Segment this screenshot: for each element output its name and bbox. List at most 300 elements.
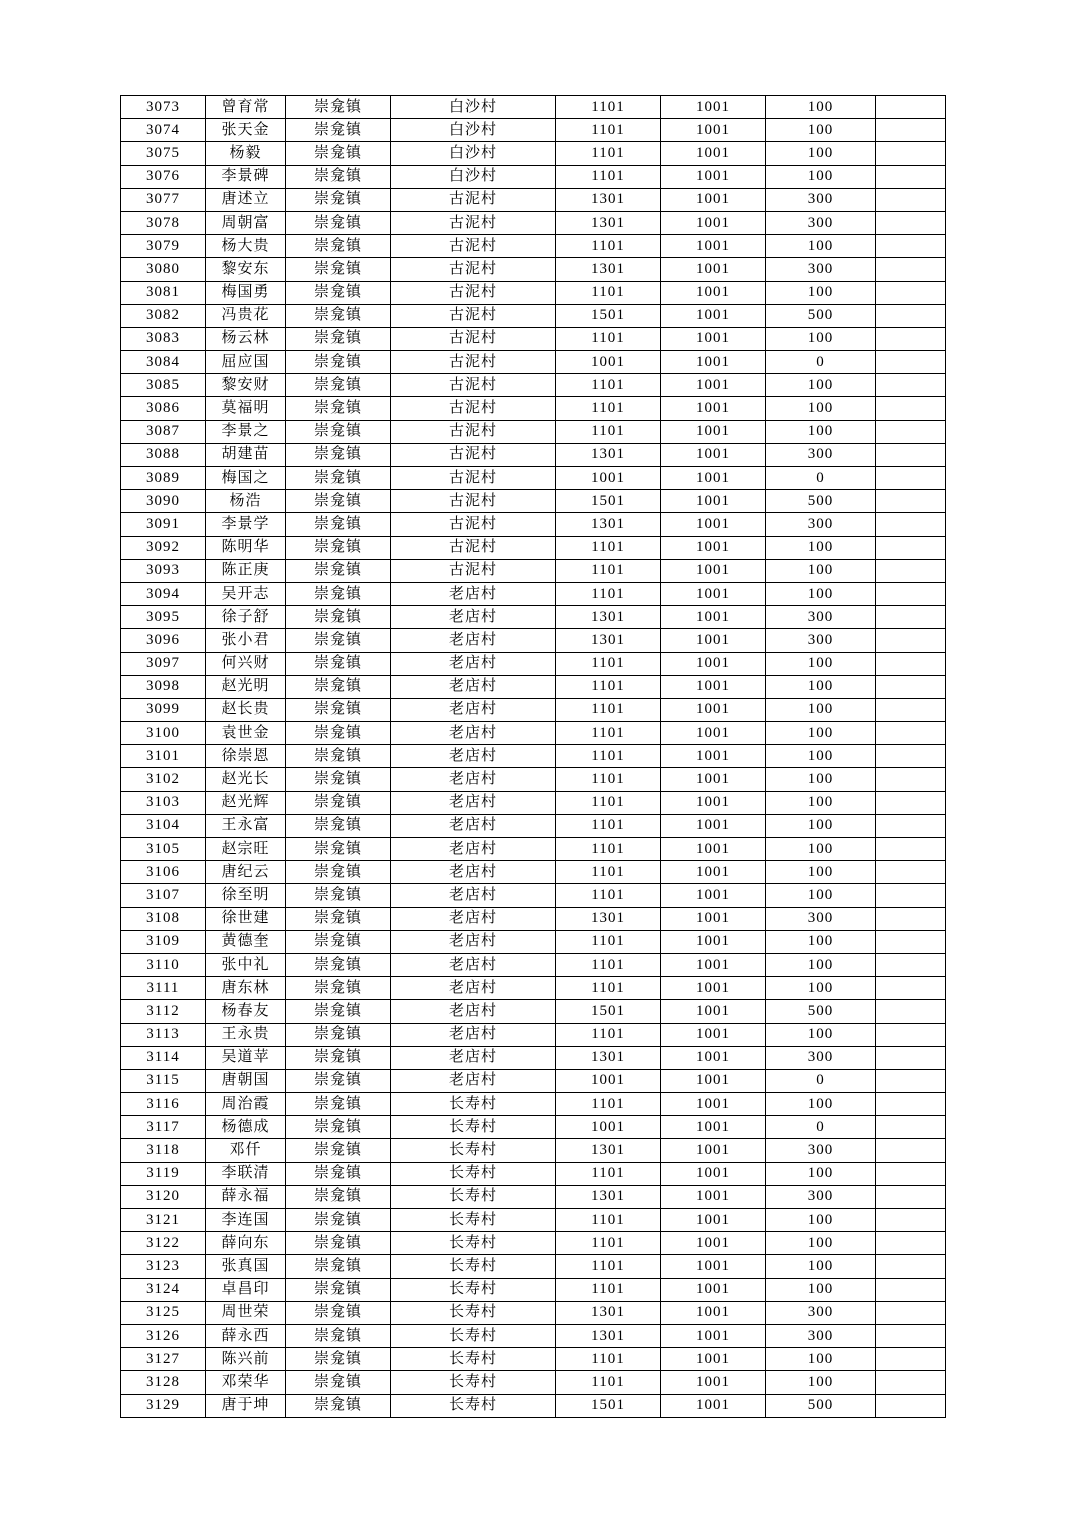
cell-code2: 1001 bbox=[661, 629, 766, 652]
cell-name: 王永贵 bbox=[206, 1023, 286, 1046]
cell-amount: 100 bbox=[766, 1255, 876, 1278]
cell-blank bbox=[876, 1069, 946, 1092]
cell-id: 3111 bbox=[121, 977, 206, 1000]
cell-town: 崇龛镇 bbox=[286, 559, 391, 582]
cell-village: 长寿村 bbox=[391, 1348, 556, 1371]
table-row bbox=[121, 559, 946, 582]
cell-town: 崇龛镇 bbox=[286, 675, 391, 698]
cell-town: 崇龛镇 bbox=[286, 327, 391, 350]
cell-amount: 300 bbox=[766, 211, 876, 234]
cell-id: 3102 bbox=[121, 768, 206, 791]
cell-amount: 500 bbox=[766, 304, 876, 327]
cell-id: 3129 bbox=[121, 1394, 206, 1417]
cell-name: 李联清 bbox=[206, 1162, 286, 1185]
table-row bbox=[121, 1278, 946, 1301]
cell-amount: 100 bbox=[766, 884, 876, 907]
cell-blank bbox=[876, 1301, 946, 1324]
table-row bbox=[121, 907, 946, 930]
table-row bbox=[121, 351, 946, 374]
cell-id: 3103 bbox=[121, 791, 206, 814]
cell-village: 长寿村 bbox=[391, 1139, 556, 1162]
table-row bbox=[121, 675, 946, 698]
table-row bbox=[121, 745, 946, 768]
cell-town: 崇龛镇 bbox=[286, 235, 391, 258]
cell-code2: 1001 bbox=[661, 1139, 766, 1162]
cell-blank bbox=[876, 1348, 946, 1371]
cell-name: 唐于坤 bbox=[206, 1394, 286, 1417]
cell-town: 崇龛镇 bbox=[286, 652, 391, 675]
cell-town: 崇龛镇 bbox=[286, 536, 391, 559]
cell-code2: 1001 bbox=[661, 861, 766, 884]
cell-blank bbox=[876, 235, 946, 258]
cell-name: 张小君 bbox=[206, 629, 286, 652]
table-row bbox=[121, 722, 946, 745]
table-row bbox=[121, 861, 946, 884]
cell-code2: 1001 bbox=[661, 1023, 766, 1046]
cell-name: 赵长贵 bbox=[206, 698, 286, 721]
cell-village: 老店村 bbox=[391, 698, 556, 721]
cell-name: 胡建苗 bbox=[206, 443, 286, 466]
cell-code2: 1001 bbox=[661, 490, 766, 513]
cell-id: 3093 bbox=[121, 559, 206, 582]
cell-amount: 300 bbox=[766, 606, 876, 629]
cell-id: 3077 bbox=[121, 188, 206, 211]
table-row bbox=[121, 467, 946, 490]
cell-code2: 1001 bbox=[661, 188, 766, 211]
cell-town: 崇龛镇 bbox=[286, 1069, 391, 1092]
cell-id: 3119 bbox=[121, 1162, 206, 1185]
records-tbody bbox=[121, 96, 946, 1418]
cell-village: 长寿村 bbox=[391, 1232, 556, 1255]
cell-code1: 1001 bbox=[556, 1116, 661, 1139]
table-row bbox=[121, 119, 946, 142]
cell-village: 白沙村 bbox=[391, 96, 556, 119]
cell-code1: 1101 bbox=[556, 1255, 661, 1278]
cell-blank bbox=[876, 258, 946, 281]
cell-name: 徐世建 bbox=[206, 907, 286, 930]
cell-village: 长寿村 bbox=[391, 1162, 556, 1185]
cell-name: 王永富 bbox=[206, 814, 286, 837]
cell-amount: 100 bbox=[766, 838, 876, 861]
cell-code1: 1101 bbox=[556, 768, 661, 791]
cell-village: 长寿村 bbox=[391, 1209, 556, 1232]
cell-blank bbox=[876, 582, 946, 605]
cell-id: 3085 bbox=[121, 374, 206, 397]
cell-blank bbox=[876, 1046, 946, 1069]
cell-village: 古泥村 bbox=[391, 351, 556, 374]
cell-blank bbox=[876, 745, 946, 768]
cell-village: 古泥村 bbox=[391, 304, 556, 327]
cell-town: 崇龛镇 bbox=[286, 490, 391, 513]
cell-code2: 1001 bbox=[661, 930, 766, 953]
cell-id: 3125 bbox=[121, 1301, 206, 1324]
cell-code2: 1001 bbox=[661, 397, 766, 420]
cell-name: 黎安财 bbox=[206, 374, 286, 397]
cell-code1: 1101 bbox=[556, 652, 661, 675]
cell-amount: 500 bbox=[766, 1000, 876, 1023]
cell-blank bbox=[876, 397, 946, 420]
cell-code1: 1301 bbox=[556, 1301, 661, 1324]
cell-name: 梅国勇 bbox=[206, 281, 286, 304]
cell-amount: 100 bbox=[766, 675, 876, 698]
cell-code2: 1001 bbox=[661, 977, 766, 1000]
cell-amount: 100 bbox=[766, 1093, 876, 1116]
cell-code1: 1101 bbox=[556, 884, 661, 907]
cell-village: 老店村 bbox=[391, 745, 556, 768]
cell-amount: 100 bbox=[766, 698, 876, 721]
cell-name: 唐纪云 bbox=[206, 861, 286, 884]
cell-name: 薛向东 bbox=[206, 1232, 286, 1255]
cell-village: 白沙村 bbox=[391, 142, 556, 165]
cell-code2: 1001 bbox=[661, 722, 766, 745]
cell-amount: 0 bbox=[766, 467, 876, 490]
cell-amount: 300 bbox=[766, 443, 876, 466]
cell-id: 3098 bbox=[121, 675, 206, 698]
cell-id: 3097 bbox=[121, 652, 206, 675]
cell-amount: 100 bbox=[766, 1278, 876, 1301]
cell-id: 3117 bbox=[121, 1116, 206, 1139]
cell-code1: 1101 bbox=[556, 582, 661, 605]
cell-code2: 1001 bbox=[661, 211, 766, 234]
cell-village: 老店村 bbox=[391, 606, 556, 629]
cell-code2: 1001 bbox=[661, 1371, 766, 1394]
cell-id: 3075 bbox=[121, 142, 206, 165]
cell-id: 3101 bbox=[121, 745, 206, 768]
cell-code2: 1001 bbox=[661, 953, 766, 976]
cell-village: 长寿村 bbox=[391, 1394, 556, 1417]
table-row bbox=[121, 96, 946, 119]
table-row bbox=[121, 930, 946, 953]
cell-town: 崇龛镇 bbox=[286, 1000, 391, 1023]
cell-code2: 1001 bbox=[661, 142, 766, 165]
cell-village: 古泥村 bbox=[391, 327, 556, 350]
cell-village: 老店村 bbox=[391, 722, 556, 745]
cell-village: 老店村 bbox=[391, 768, 556, 791]
cell-amount: 100 bbox=[766, 165, 876, 188]
cell-code2: 1001 bbox=[661, 165, 766, 188]
cell-code2: 1001 bbox=[661, 304, 766, 327]
cell-village: 老店村 bbox=[391, 652, 556, 675]
cell-town: 崇龛镇 bbox=[286, 1301, 391, 1324]
table-row bbox=[121, 1255, 946, 1278]
cell-town: 崇龛镇 bbox=[286, 698, 391, 721]
cell-blank bbox=[876, 791, 946, 814]
cell-code1: 1301 bbox=[556, 443, 661, 466]
table-row bbox=[121, 768, 946, 791]
cell-code1: 1101 bbox=[556, 142, 661, 165]
cell-amount: 100 bbox=[766, 652, 876, 675]
table-row bbox=[121, 397, 946, 420]
cell-amount: 100 bbox=[766, 791, 876, 814]
cell-code2: 1001 bbox=[661, 1069, 766, 1092]
cell-id: 3073 bbox=[121, 96, 206, 119]
cell-village: 长寿村 bbox=[391, 1185, 556, 1208]
cell-village: 老店村 bbox=[391, 907, 556, 930]
records-table bbox=[120, 95, 946, 1418]
table-row bbox=[121, 211, 946, 234]
cell-name: 梅国之 bbox=[206, 467, 286, 490]
cell-id: 3082 bbox=[121, 304, 206, 327]
cell-id: 3086 bbox=[121, 397, 206, 420]
cell-code1: 1101 bbox=[556, 675, 661, 698]
cell-code2: 1001 bbox=[661, 698, 766, 721]
table-row bbox=[121, 258, 946, 281]
cell-id: 3076 bbox=[121, 165, 206, 188]
cell-amount: 300 bbox=[766, 1185, 876, 1208]
cell-code1: 1101 bbox=[556, 281, 661, 304]
cell-code1: 1101 bbox=[556, 327, 661, 350]
cell-amount: 300 bbox=[766, 513, 876, 536]
cell-code2: 1001 bbox=[661, 235, 766, 258]
table-row bbox=[121, 606, 946, 629]
cell-code1: 1101 bbox=[556, 838, 661, 861]
cell-code1: 1101 bbox=[556, 559, 661, 582]
cell-blank bbox=[876, 536, 946, 559]
cell-id: 3080 bbox=[121, 258, 206, 281]
cell-code2: 1001 bbox=[661, 258, 766, 281]
cell-id: 3123 bbox=[121, 1255, 206, 1278]
cell-code1: 1101 bbox=[556, 1232, 661, 1255]
cell-village: 古泥村 bbox=[391, 536, 556, 559]
cell-code2: 1001 bbox=[661, 559, 766, 582]
cell-code2: 1001 bbox=[661, 884, 766, 907]
cell-town: 崇龛镇 bbox=[286, 838, 391, 861]
cell-blank bbox=[876, 1232, 946, 1255]
cell-town: 崇龛镇 bbox=[286, 96, 391, 119]
cell-code1: 1301 bbox=[556, 258, 661, 281]
cell-id: 3110 bbox=[121, 953, 206, 976]
cell-id: 3083 bbox=[121, 327, 206, 350]
table-row bbox=[121, 791, 946, 814]
cell-blank bbox=[876, 420, 946, 443]
table-row bbox=[121, 1046, 946, 1069]
cell-village: 古泥村 bbox=[391, 397, 556, 420]
cell-name: 陈兴前 bbox=[206, 1348, 286, 1371]
cell-village: 古泥村 bbox=[391, 258, 556, 281]
cell-id: 3078 bbox=[121, 211, 206, 234]
cell-amount: 100 bbox=[766, 96, 876, 119]
cell-code1: 1101 bbox=[556, 698, 661, 721]
cell-code2: 1001 bbox=[661, 1232, 766, 1255]
cell-code1: 1101 bbox=[556, 861, 661, 884]
cell-amount: 0 bbox=[766, 351, 876, 374]
cell-name: 李连国 bbox=[206, 1209, 286, 1232]
cell-blank bbox=[876, 119, 946, 142]
cell-amount: 300 bbox=[766, 1301, 876, 1324]
cell-town: 崇龛镇 bbox=[286, 1278, 391, 1301]
cell-code1: 1301 bbox=[556, 1046, 661, 1069]
cell-amount: 100 bbox=[766, 281, 876, 304]
cell-code1: 1301 bbox=[556, 1324, 661, 1347]
cell-id: 3115 bbox=[121, 1069, 206, 1092]
cell-village: 古泥村 bbox=[391, 490, 556, 513]
cell-village: 老店村 bbox=[391, 953, 556, 976]
cell-code2: 1001 bbox=[661, 745, 766, 768]
cell-id: 3095 bbox=[121, 606, 206, 629]
table-row bbox=[121, 142, 946, 165]
cell-name: 莫福明 bbox=[206, 397, 286, 420]
cell-village: 长寿村 bbox=[391, 1371, 556, 1394]
cell-code2: 1001 bbox=[661, 814, 766, 837]
cell-id: 3118 bbox=[121, 1139, 206, 1162]
cell-code1: 1001 bbox=[556, 467, 661, 490]
cell-code2: 1001 bbox=[661, 1348, 766, 1371]
cell-code2: 1001 bbox=[661, 119, 766, 142]
cell-code1: 1501 bbox=[556, 304, 661, 327]
table-row bbox=[121, 652, 946, 675]
cell-code1: 1101 bbox=[556, 1093, 661, 1116]
cell-blank bbox=[876, 1023, 946, 1046]
cell-code1: 1101 bbox=[556, 1023, 661, 1046]
cell-id: 3114 bbox=[121, 1046, 206, 1069]
cell-town: 崇龛镇 bbox=[286, 814, 391, 837]
cell-code2: 1001 bbox=[661, 513, 766, 536]
cell-blank bbox=[876, 884, 946, 907]
cell-name: 黄德奎 bbox=[206, 930, 286, 953]
cell-name: 杨德成 bbox=[206, 1116, 286, 1139]
cell-blank bbox=[876, 1116, 946, 1139]
cell-name: 杨云林 bbox=[206, 327, 286, 350]
cell-village: 老店村 bbox=[391, 861, 556, 884]
cell-town: 崇龛镇 bbox=[286, 211, 391, 234]
cell-blank bbox=[876, 861, 946, 884]
cell-town: 崇龛镇 bbox=[286, 907, 391, 930]
cell-blank bbox=[876, 698, 946, 721]
cell-blank bbox=[876, 1093, 946, 1116]
cell-code1: 1301 bbox=[556, 629, 661, 652]
cell-name: 张中礼 bbox=[206, 953, 286, 976]
cell-id: 3089 bbox=[121, 467, 206, 490]
cell-id: 3100 bbox=[121, 722, 206, 745]
cell-code2: 1001 bbox=[661, 536, 766, 559]
cell-id: 3099 bbox=[121, 698, 206, 721]
cell-name: 黎安东 bbox=[206, 258, 286, 281]
cell-village: 老店村 bbox=[391, 582, 556, 605]
cell-town: 崇龛镇 bbox=[286, 1093, 391, 1116]
cell-name: 李景学 bbox=[206, 513, 286, 536]
cell-blank bbox=[876, 351, 946, 374]
cell-town: 崇龛镇 bbox=[286, 606, 391, 629]
cell-code2: 1001 bbox=[661, 420, 766, 443]
cell-amount: 300 bbox=[766, 1324, 876, 1347]
cell-code2: 1001 bbox=[661, 443, 766, 466]
table-row bbox=[121, 629, 946, 652]
cell-name: 赵光长 bbox=[206, 768, 286, 791]
cell-name: 赵光辉 bbox=[206, 791, 286, 814]
cell-village: 长寿村 bbox=[391, 1324, 556, 1347]
table-row bbox=[121, 1162, 946, 1185]
cell-name: 周世荣 bbox=[206, 1301, 286, 1324]
cell-name: 张天金 bbox=[206, 119, 286, 142]
cell-id: 3121 bbox=[121, 1209, 206, 1232]
cell-blank bbox=[876, 675, 946, 698]
cell-village: 古泥村 bbox=[391, 188, 556, 211]
cell-name: 徐至明 bbox=[206, 884, 286, 907]
cell-code1: 1101 bbox=[556, 791, 661, 814]
cell-town: 崇龛镇 bbox=[286, 1046, 391, 1069]
cell-code2: 1001 bbox=[661, 1116, 766, 1139]
cell-code2: 1001 bbox=[661, 1046, 766, 1069]
cell-village: 老店村 bbox=[391, 977, 556, 1000]
cell-blank bbox=[876, 559, 946, 582]
cell-id: 3079 bbox=[121, 235, 206, 258]
cell-blank bbox=[876, 327, 946, 350]
cell-amount: 100 bbox=[766, 745, 876, 768]
cell-blank bbox=[876, 814, 946, 837]
cell-blank bbox=[876, 304, 946, 327]
cell-code2: 1001 bbox=[661, 1394, 766, 1417]
cell-blank bbox=[876, 142, 946, 165]
cell-amount: 100 bbox=[766, 930, 876, 953]
cell-amount: 300 bbox=[766, 629, 876, 652]
cell-blank bbox=[876, 1278, 946, 1301]
cell-name: 李景碑 bbox=[206, 165, 286, 188]
cell-id: 3108 bbox=[121, 907, 206, 930]
cell-id: 3112 bbox=[121, 1000, 206, 1023]
cell-name: 薛永西 bbox=[206, 1324, 286, 1347]
cell-name: 赵光明 bbox=[206, 675, 286, 698]
cell-name: 陈明华 bbox=[206, 536, 286, 559]
cell-name: 屈应国 bbox=[206, 351, 286, 374]
cell-amount: 100 bbox=[766, 722, 876, 745]
cell-blank bbox=[876, 188, 946, 211]
cell-amount: 300 bbox=[766, 258, 876, 281]
cell-id: 3094 bbox=[121, 582, 206, 605]
table-row bbox=[121, 1185, 946, 1208]
cell-village: 白沙村 bbox=[391, 165, 556, 188]
cell-town: 崇龛镇 bbox=[286, 142, 391, 165]
table-row bbox=[121, 1000, 946, 1023]
cell-blank bbox=[876, 953, 946, 976]
cell-name: 周朝富 bbox=[206, 211, 286, 234]
cell-amount: 100 bbox=[766, 420, 876, 443]
cell-code2: 1001 bbox=[661, 1093, 766, 1116]
cell-id: 3090 bbox=[121, 490, 206, 513]
cell-code2: 1001 bbox=[661, 838, 766, 861]
cell-village: 长寿村 bbox=[391, 1301, 556, 1324]
cell-code1: 1101 bbox=[556, 96, 661, 119]
cell-town: 崇龛镇 bbox=[286, 953, 391, 976]
cell-village: 长寿村 bbox=[391, 1093, 556, 1116]
cell-id: 3116 bbox=[121, 1093, 206, 1116]
table-row bbox=[121, 1069, 946, 1092]
cell-town: 崇龛镇 bbox=[286, 1139, 391, 1162]
table-row bbox=[121, 188, 946, 211]
cell-name: 杨春友 bbox=[206, 1000, 286, 1023]
cell-code2: 1001 bbox=[661, 1185, 766, 1208]
cell-code2: 1001 bbox=[661, 1301, 766, 1324]
cell-code1: 1301 bbox=[556, 606, 661, 629]
cell-town: 崇龛镇 bbox=[286, 791, 391, 814]
cell-blank bbox=[876, 1185, 946, 1208]
cell-code1: 1101 bbox=[556, 1348, 661, 1371]
cell-amount: 100 bbox=[766, 953, 876, 976]
table-row bbox=[121, 1232, 946, 1255]
cell-code1: 1301 bbox=[556, 188, 661, 211]
cell-id: 3074 bbox=[121, 119, 206, 142]
cell-blank bbox=[876, 374, 946, 397]
cell-blank bbox=[876, 629, 946, 652]
cell-name: 杨大贵 bbox=[206, 235, 286, 258]
cell-code1: 1101 bbox=[556, 165, 661, 188]
cell-name: 周治霞 bbox=[206, 1093, 286, 1116]
table-row bbox=[121, 838, 946, 861]
cell-code1: 1101 bbox=[556, 722, 661, 745]
cell-village: 老店村 bbox=[391, 1023, 556, 1046]
cell-town: 崇龛镇 bbox=[286, 165, 391, 188]
cell-village: 老店村 bbox=[391, 838, 556, 861]
cell-amount: 300 bbox=[766, 1139, 876, 1162]
